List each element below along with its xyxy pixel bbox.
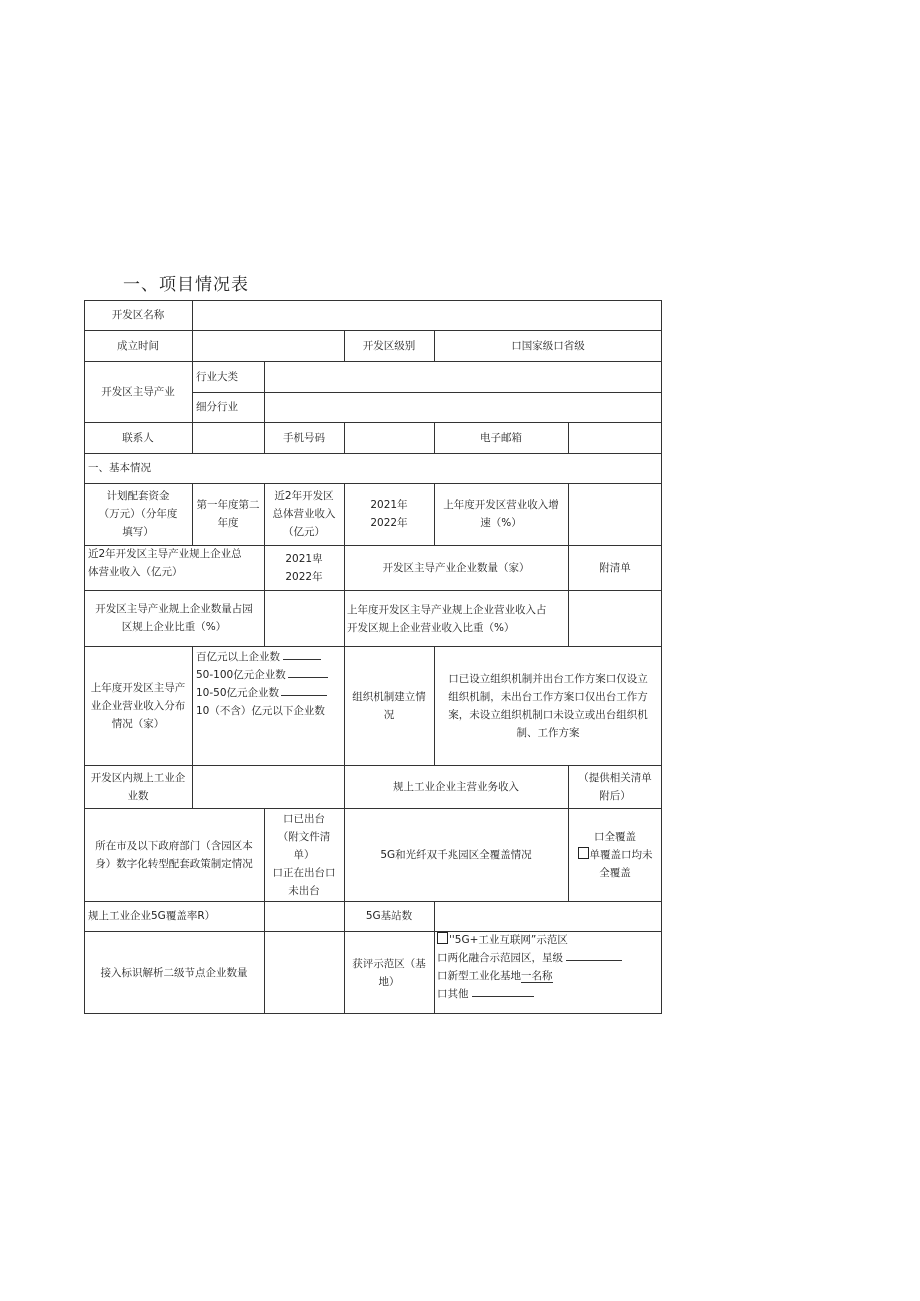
share-count-value[interactable] <box>264 590 344 646</box>
ind-revenue-label: 规上工业企业主营业务收入 <box>393 780 519 793</box>
growth-label: 上年度开发区营业收入增 速（%） <box>443 499 559 529</box>
rate-value[interactable] <box>264 901 344 931</box>
lead-count-label: 开发区主导产业企业数量（家） <box>382 561 530 574</box>
share-revenue-label: 上年度开发区主导产业规上企业营业收入占 开发区规上企业营业收入比重（%） <box>347 604 547 634</box>
share-revenue-value[interactable] <box>568 590 662 646</box>
revenue-label: 近2年开发区 总体营业收入 （亿元） <box>272 490 336 538</box>
industry-label: 开发区主导产业 <box>101 385 175 398</box>
ind-count-value[interactable] <box>192 765 344 808</box>
industry-sub-label: 细分行业 <box>196 401 238 413</box>
org-options[interactable]: 口已设立组织机制并出台工作方案口仅设立 组织机制，未出台工作方案口仅出台工作方 案，未设立组织机制口未设立或出台组织机 制、工作方案 <box>448 672 648 739</box>
coverage-label: 5G和光纤双千兆园区全覆盖情况 <box>380 848 532 861</box>
section-basic: 一、基本情况 <box>88 462 151 474</box>
page-title: 一、项目情况表 <box>123 275 249 295</box>
policy-options[interactable]: 口已出台 （附文件清 单） 口正在出台口 未出台 <box>272 812 336 897</box>
contact-label: 联系人 <box>122 431 154 444</box>
station-value[interactable] <box>434 901 662 931</box>
node-value[interactable] <box>264 931 344 1014</box>
dist-label: 上年度开发区主导产 业企业营业收入分布 情况（家） <box>90 681 186 730</box>
station-label: 5G基站数 <box>365 910 413 922</box>
phone-label: 手机号码 <box>283 431 325 444</box>
name-label: 开发区名称 <box>111 309 165 321</box>
phone-value[interactable] <box>344 422 434 453</box>
founded-label: 成立时间 <box>117 339 159 352</box>
industry-major-label: 行业大类 <box>196 370 238 383</box>
org-label: 组织机制建立情 况 <box>352 690 426 721</box>
email-value[interactable] <box>568 422 662 453</box>
level-label: 开发区级别 <box>362 339 416 352</box>
founded-value[interactable] <box>192 330 344 361</box>
lead-revenue-years[interactable]: 2021卑 2022年 <box>285 552 323 583</box>
ind-count-label: 开发区内规上工业企 业数 <box>90 771 186 802</box>
dist-items[interactable]: 百亿元以上企业数 50-100亿元企业数 10-50亿元企业数 10（不含）亿元以下企业数 <box>192 646 344 765</box>
level-options[interactable]: 口国家级口省级 <box>511 339 585 352</box>
contact-value[interactable] <box>192 422 264 453</box>
name-value[interactable] <box>192 300 662 330</box>
policy-label: 所在市及以下政府部门（含园区本 身）数字化转型配套政策制定情况 <box>95 839 253 870</box>
growth-value[interactable] <box>568 483 662 545</box>
fund-label: 计划配套资金 （万元）（分年度 填写） <box>98 490 178 538</box>
project-form <box>84 300 662 1014</box>
lead-revenue-label: 近2年开发区主导产业规上企业总 体营业收入（亿元） <box>88 548 242 578</box>
industry-sub-value[interactable] <box>264 392 662 422</box>
ind-revenue-note: （提供相关清单 附后） <box>578 771 652 802</box>
share-count-label: 开发区主导产业规上企业数量占园 区规上企业比重（%） <box>95 603 253 633</box>
industry-major-value[interactable] <box>264 361 662 392</box>
email-label: 电子邮箱 <box>480 431 522 444</box>
rate-label: 规上工业企业5G覆盖率R） <box>88 910 216 922</box>
checkbox-icon[interactable] <box>437 932 448 944</box>
coverage-options[interactable]: 口全覆盖 单覆盖口均未 全覆盖 <box>568 808 662 901</box>
award-options[interactable]: ''5G+工业互联网”示范区 口两化融合示范园区，星级 口新型工业化基地一名称 口其他 <box>434 931 662 1014</box>
checkbox-icon[interactable] <box>578 847 589 859</box>
fund-years[interactable]: 第一年度第二 年度 <box>196 499 260 529</box>
award-label: 获评示范区（基 地） <box>352 957 426 988</box>
attach-list: 附清单 <box>599 561 631 574</box>
node-label: 接入标识解析二级节点企业数量 <box>100 966 248 979</box>
revenue-years[interactable]: 2021年 2022年 <box>370 499 408 529</box>
